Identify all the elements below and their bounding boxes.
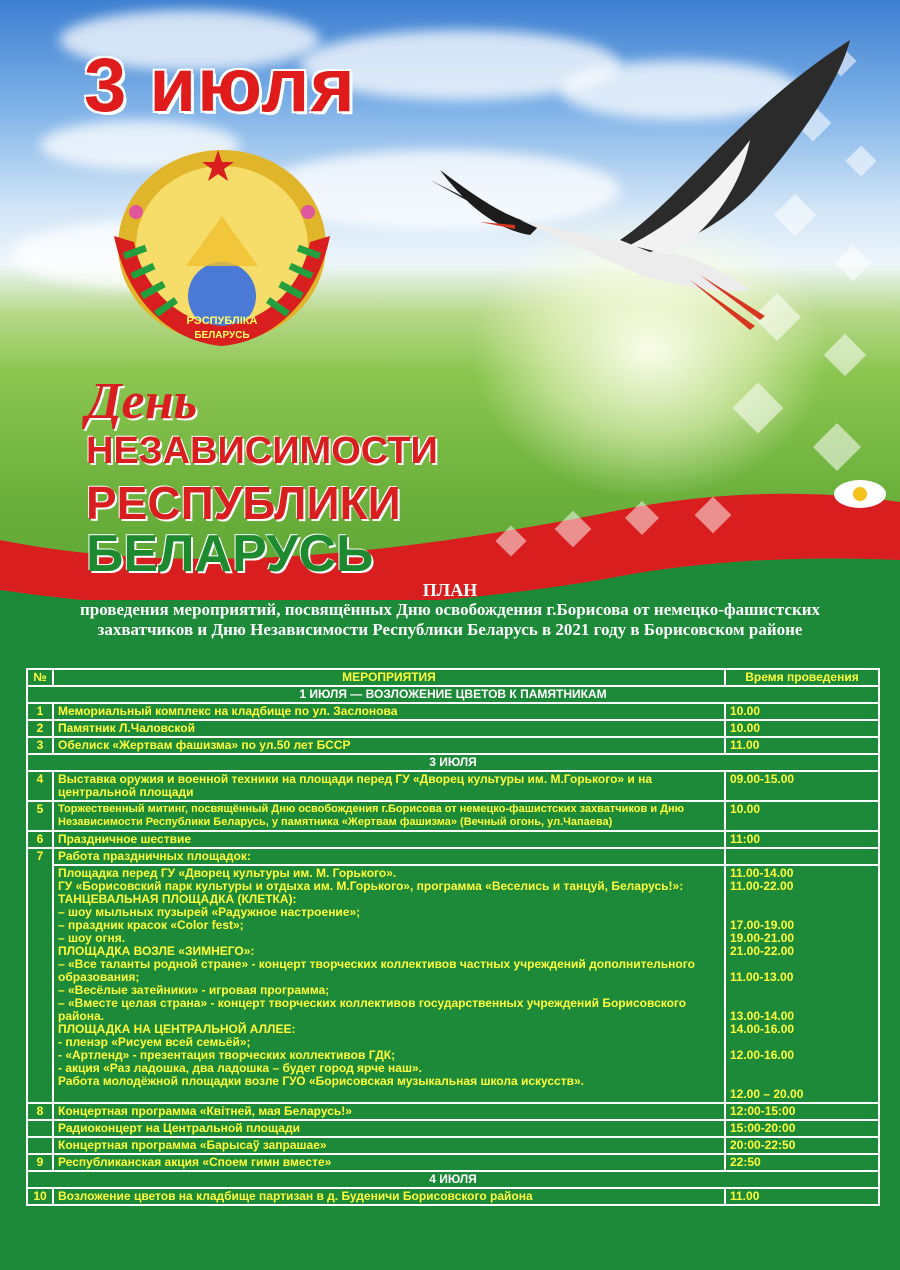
venue-time bbox=[730, 1062, 874, 1088]
row-time: 11:00 bbox=[725, 831, 879, 848]
table-row bbox=[27, 831, 879, 848]
venue-time: 12.00-16.00 bbox=[730, 1048, 795, 1062]
section-july1: 1 ИЮЛЯ — ВОЗЛОЖЕНИЕ ЦВЕТОВ К ПАМЯТНИКАМ bbox=[27, 686, 879, 703]
row-num bbox=[27, 1120, 53, 1137]
row-num: 5 bbox=[27, 801, 53, 831]
table-row bbox=[27, 1154, 879, 1171]
row-event: Праздничное шествие bbox=[53, 831, 725, 848]
event-date: 3 июля bbox=[84, 43, 356, 128]
venue-line: – «Все таланты родной стране» - концерт творческих коллективов частных учреждений дополнительного образования; bbox=[58, 957, 695, 984]
table-row bbox=[27, 771, 879, 801]
row-time: 09.00-15.00 bbox=[725, 771, 879, 801]
venue-line: – «Вместе целая страна» - концерт творческих коллективов государственных учреждений Борисовского района. bbox=[58, 996, 687, 1023]
row-num: 7 bbox=[27, 848, 53, 1103]
daisy-icon bbox=[830, 474, 890, 514]
row-time: 10.00 bbox=[725, 703, 879, 720]
row-time: 15:00-20:00 bbox=[725, 1120, 879, 1137]
table-row bbox=[27, 720, 879, 737]
row-num: 4 bbox=[27, 771, 53, 801]
row-event: Работа праздничных площадок: bbox=[53, 848, 725, 865]
venue-line: ГУ «Борисовский парк культуры и отдыха им. М.Горького», программа «Веселись и танцуй, Беларусь!»: bbox=[58, 879, 684, 893]
venue-line: ПЛОЩАДКА НА ЦЕНТРАЛЬНОЙ АЛЛЕЕ: bbox=[58, 1022, 296, 1036]
emblem-text-bottom: БЕЛАРУСЬ bbox=[194, 330, 250, 341]
header-time: Время проведения bbox=[725, 669, 879, 686]
table-row bbox=[27, 801, 879, 831]
section-row bbox=[27, 754, 879, 771]
venue-time: 17.00-19.00 bbox=[730, 918, 795, 932]
row-num: 2 bbox=[27, 720, 53, 737]
title-line-1: День bbox=[86, 373, 198, 430]
venue-time: 11.00-22.00 bbox=[730, 879, 794, 893]
header-event: МЕРОПРИЯТИЯ bbox=[53, 669, 725, 686]
row-event: Обелиск «Жертвам фашизма» по ул.50 лет БССР bbox=[53, 737, 725, 754]
table-header-row bbox=[27, 669, 879, 686]
row-num: 6 bbox=[27, 831, 53, 848]
venue-time: 19.00-21.00 bbox=[730, 931, 795, 945]
venue-time: 12.00 – 20.00 bbox=[730, 1087, 804, 1101]
title-line-4: БЕЛАРУСЬ bbox=[86, 525, 374, 583]
section-row bbox=[27, 686, 879, 703]
plan-title: ПЛАН bbox=[422, 580, 478, 600]
venue-line: Работа молодёжной площадки возле ГУО «Борисовская музыкальная школа искусств». bbox=[58, 1074, 584, 1088]
title-line-2: НЕЗАВИСИМОСТИ bbox=[86, 430, 438, 472]
row-event: Мемориальный комплекс на кладбище по ул. Заслонова bbox=[53, 703, 725, 720]
row-event: Возложение цветов на кладбище партизан в д. Буденичи Борисовского района bbox=[53, 1188, 725, 1205]
header-num: № bbox=[27, 669, 53, 686]
table-row bbox=[27, 1120, 879, 1137]
venue-line: - акция «Раз ладошка, два ладошка – будет город ярче наш». bbox=[58, 1061, 422, 1075]
venue-time: 11.00-14.00 bbox=[730, 866, 794, 880]
venue-time: 14.00-16.00 bbox=[730, 1022, 795, 1036]
venue-line: – шоу мыльных пузырей «Радужное настроение»; bbox=[58, 905, 361, 919]
table-row bbox=[27, 737, 879, 754]
venue-line: – шоу огня. bbox=[58, 931, 126, 945]
row-time: 11.00 bbox=[725, 737, 879, 754]
venue-time bbox=[730, 893, 874, 919]
table-row bbox=[27, 1188, 879, 1205]
row-event: Концертная программа «Барысаў запрашае» bbox=[53, 1137, 725, 1154]
row-num: 9 bbox=[27, 1154, 53, 1171]
row-num: 3 bbox=[27, 737, 53, 754]
venue-time: 21.00-22.00 bbox=[730, 944, 795, 958]
section-july4: 4 ИЮЛЯ bbox=[27, 1171, 879, 1188]
row-event: Памятник Л.Чаловской bbox=[53, 720, 725, 737]
emblem-text-top: РЭСПУБЛIКА bbox=[186, 315, 258, 327]
row-num: 8 bbox=[27, 1103, 53, 1120]
row-num bbox=[27, 1137, 53, 1154]
title-line-3: РЕСПУБЛИКИ bbox=[86, 477, 401, 529]
venue-line: – праздник красок «Color fest»; bbox=[58, 918, 244, 932]
row-time: 12:00-15:00 bbox=[725, 1103, 879, 1120]
row-num: 1 bbox=[27, 703, 53, 720]
schedule-table bbox=[26, 668, 880, 1206]
row-event: Концертная программа «Квітней, мая Беларусь!» bbox=[53, 1103, 725, 1120]
venue-line: - «Артленд» - презентация творческих коллективов ГДК; bbox=[58, 1048, 396, 1062]
venue-time: 13.00-14.00 bbox=[730, 1009, 795, 1023]
venue-line: – «Весёлые затейники» - игровая программа; bbox=[58, 983, 330, 997]
venues-list bbox=[53, 865, 725, 1103]
row-event: Радиоконцерт на Центральной площади bbox=[53, 1120, 725, 1137]
table-row bbox=[27, 703, 879, 720]
plan-heading bbox=[0, 580, 900, 640]
row-time bbox=[725, 848, 879, 865]
header-banner bbox=[0, 0, 900, 600]
emblem-icon bbox=[106, 146, 338, 356]
section-july3: 3 ИЮЛЯ bbox=[27, 754, 879, 771]
row-event: Выставка оружия и военной техники на площади перед ГУ «Дворец культуры им. М.Горького» и на центральной площади bbox=[53, 771, 725, 801]
row-num: 10 bbox=[27, 1188, 53, 1205]
stork-icon bbox=[420, 20, 890, 350]
row-event: Республиканская акция «Споем гимн вместе» bbox=[53, 1154, 725, 1171]
venue-time: 11.00-13.00 bbox=[730, 970, 794, 984]
section-row bbox=[27, 1171, 879, 1188]
table-row bbox=[27, 1103, 879, 1120]
venue-line: Площадка перед ГУ «Дворец культуры им. М. Горького». bbox=[58, 866, 397, 880]
venue-line: ПЛОЩАДКА ВОЗЛЕ «ЗИМНЕГО»: bbox=[58, 944, 255, 958]
row-time: 10.00 bbox=[725, 801, 879, 831]
row-event: Торжественный митинг, посвящённый Дню освобождения г.Борисова от немецко-фашистских захватчиков и Дню Независимости Республики Беларусь, у памятника «Жертвам фашизма» (Вечный огонь, ул.Чапаева) bbox=[53, 801, 725, 831]
venue-line: - пленэр «Рисуем всей семьёй»; bbox=[58, 1035, 251, 1049]
venue-line: ТАНЦЕВАЛЬНАЯ ПЛОЩАДКА (КЛЕТКА): bbox=[58, 892, 297, 906]
venues-row bbox=[27, 865, 879, 1103]
plan-subtitle: проведения мероприятий, посвящённых Дню освобождения г.Борисова от немецко-фашистских захватчиков и Дню Независимости Республики Беларусь в 2021 году в Борисовском районе bbox=[79, 600, 821, 639]
row-time: 20:00-22:50 bbox=[725, 1137, 879, 1154]
row-time: 11.00 bbox=[725, 1188, 879, 1205]
table-row bbox=[27, 1137, 879, 1154]
venues-times bbox=[725, 865, 879, 1103]
row-time: 22:50 bbox=[725, 1154, 879, 1171]
row-time: 10.00 bbox=[725, 720, 879, 737]
table-row bbox=[27, 848, 879, 865]
